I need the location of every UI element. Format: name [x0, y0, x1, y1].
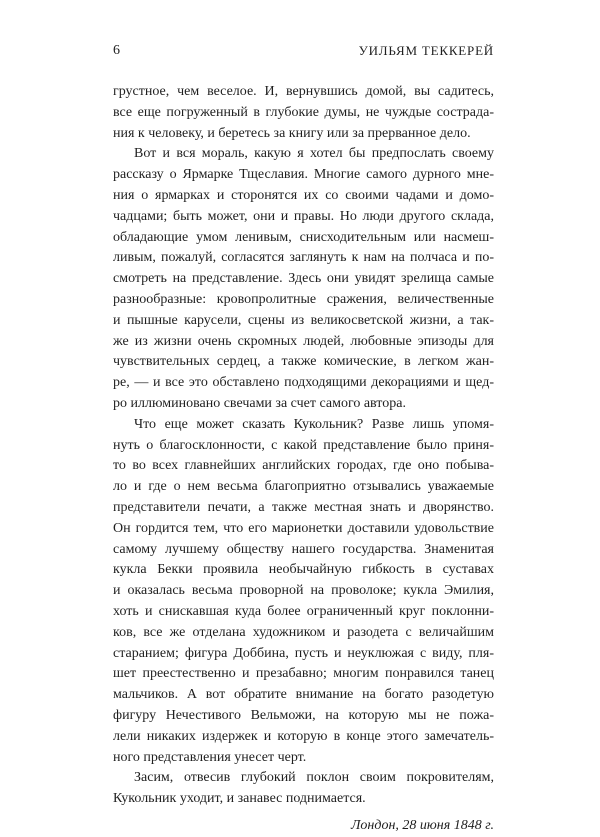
text-line: Он гордится тем, что его марионетки доставили удовольствие	[113, 520, 494, 536]
text-line: ния о ярмарках и сторонятся их со своими чадами и домо-	[113, 187, 494, 203]
signature-date: Лондон, 28 июня 1848 г.	[350, 817, 494, 833]
text-line: смотреть на представление. Здесь они увидят зрелища самые	[113, 271, 494, 287]
text-line: мальчиков. А вот обратите внимание на богато разодетую	[113, 687, 494, 703]
paragraph-2	[113, 144, 494, 414]
running-head	[113, 42, 494, 60]
text-line: ре, — и все это обставлено подходящими декорациями и щед-	[113, 375, 494, 391]
text-line: то во всех главнейших английских городах, где оно побыва-	[113, 458, 494, 474]
text-line: старанием; фигура Доббина, пусть и неуклюжая с виду, пля-	[113, 645, 494, 661]
text-line: разнообразные: кровопролитные сражения, величественные	[113, 291, 494, 307]
text-line: хоть и снискавшая куда более ограниченный круг поклонни-	[113, 603, 494, 619]
text-line: же из жизни очень скромных людей, любовные эпизоды для	[113, 333, 494, 349]
text-line: чадцами; быть может, они и правы. Но люди другого склада,	[113, 208, 494, 224]
paragraph-3	[113, 415, 494, 769]
text-line: и пышные карусели, сцены из великосветской жизни, а так-	[113, 312, 494, 328]
text-line: кукла Бекки проявила необычайную гибкость в суставах	[113, 562, 494, 578]
text-line: все еще погруженный в глубокие думы, не чуждые сострада-	[113, 104, 494, 120]
paragraph-4	[113, 768, 494, 810]
page-number: 6	[113, 43, 120, 58]
text-line: ро иллюминовано свечами за счет самого автора.	[113, 395, 406, 411]
text-line: ло и где о нем весьма благоприятно отзывались уважаемые	[113, 479, 494, 495]
text-line: ков, все же отделана художником и разодета с величайшим	[113, 624, 494, 640]
text-line: ния к человеку, и беретесь за книгу или за прерванное дело.	[113, 125, 471, 141]
body-text	[113, 82, 494, 837]
text-line: Кукольник уходит, и занавес поднимается.	[113, 791, 366, 807]
text-line: Что еще может сказать Кукольник? Разве лишь упомя-	[134, 416, 494, 432]
text-line: и оказалась весьма проворной на проволоке; кукла Эмилия,	[113, 583, 494, 599]
text-line: рассказу о Ярмарке Тщеславия. Многие самого дурного мне-	[113, 167, 494, 183]
text-line: шет преестественно и презабавно; многим понравился танец	[113, 666, 494, 682]
text-line: нуть о благосклонности, с какой представление было приня-	[113, 437, 494, 453]
paragraph-1	[113, 82, 494, 144]
text-line: чувствительных сердец, а также комические, в легком жан-	[113, 354, 494, 370]
text-line: самому лучшему обществу нашего государства. Знаменитая	[113, 541, 494, 557]
text-line: Засим, отвесив глубокий поклон своим покровителям,	[134, 770, 494, 786]
text-line: представители печати, а также местная знать и дворянство.	[113, 499, 494, 515]
text-line: обладающие умом ленивым, снисходительным или насмеш-	[113, 229, 494, 245]
running-title: УИЛЬЯМ ТЕККЕРЕЙ	[358, 43, 494, 58]
text-line: Вот и вся мораль, какую я хотел бы предпослать своему	[134, 146, 494, 162]
text-line: грустное, чем веселое. И, вернувшись домой, вы садитесь,	[113, 84, 494, 99]
text-line: ного представления унесет черт.	[113, 749, 307, 765]
text-line: лели никаких издержек и которую в конце этого замечатель-	[113, 728, 494, 744]
text-line: фигуру Нечестивого Вельможи, на которую мы не пожа-	[113, 707, 494, 723]
text-line: ливым, пожалуй, согласятся заглянуть к нам на полчаса и по-	[113, 250, 494, 266]
